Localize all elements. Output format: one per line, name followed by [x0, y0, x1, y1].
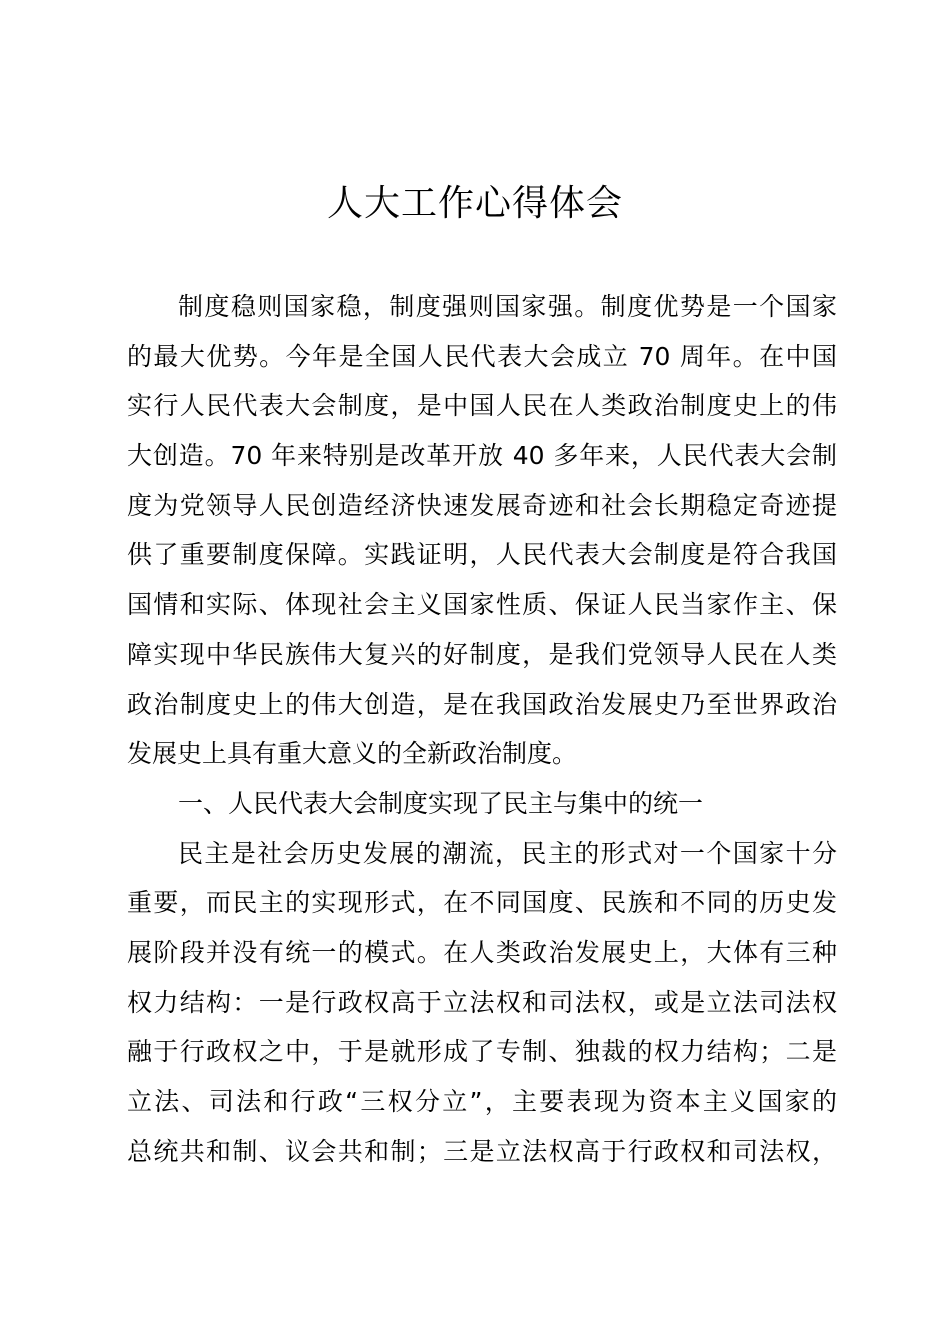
- paragraph-line: 供了重要制度保障。实践证明，人民代表大会制度是符合我国: [127, 540, 837, 570]
- paragraph-line: 发展史上具有重大意义的全新政治制度。: [127, 739, 578, 769]
- paragraph-line: 度为党领导人民创造经济快速发展奇迹和社会长期稳定奇迹提: [127, 490, 837, 520]
- paragraph-line: 民主是社会历史发展的潮流，民主的形式对一个国家十分: [178, 838, 837, 868]
- paragraph-line: 展阶段并没有统一的模式。在人类政治发展史上，大体有三种: [127, 937, 837, 967]
- paragraph-line: 制度稳则国家稳，制度强则国家强。制度优势是一个国家: [178, 292, 837, 321]
- paragraph-line: 权力结构：一是行政权高于立法权和司法权，或是立法司法权: [127, 987, 837, 1017]
- paragraph-line: 的最大优势。今年是全国人民代表大会成立 70 周年。在中国: [127, 341, 837, 371]
- paragraph-line: 总统共和制、议会共和制；三是立法权高于行政权和司法权，: [127, 1136, 837, 1166]
- paragraph-line: 立法、司法和行政“三权分立”，主要表现为资本主义国家的: [127, 1087, 837, 1116]
- section-heading: 一、人民代表大会制度实现了民主与集中的统一: [178, 788, 704, 818]
- paragraph-line: 政治制度史上的伟大创造，是在我国政治发展史乃至世界政治: [127, 689, 837, 719]
- paragraph-line: 融于行政权之中，于是就形成了专制、独裁的权力结构；二是: [127, 1037, 837, 1067]
- paragraph-line: 实行人民代表大会制度，是中国人民在人类政治制度史上的伟: [127, 391, 837, 421]
- paragraph-line: 障实现中华民族伟大复兴的好制度，是我们党领导人民在人类: [127, 639, 837, 669]
- paragraph-line: 国情和实际、体现社会主义国家性质、保证人民当家作主、保: [127, 590, 837, 620]
- paragraph-line: 重要，而民主的实现形式，在不同国度、民族和不同的历史发: [127, 888, 837, 918]
- paragraph-line: 大创造。70 年来特别是改革开放 40 多年来，人民代表大会制: [127, 441, 837, 471]
- document-body: [127, 282, 837, 1176]
- document-title: 人大工作心得体会: [326, 183, 623, 224]
